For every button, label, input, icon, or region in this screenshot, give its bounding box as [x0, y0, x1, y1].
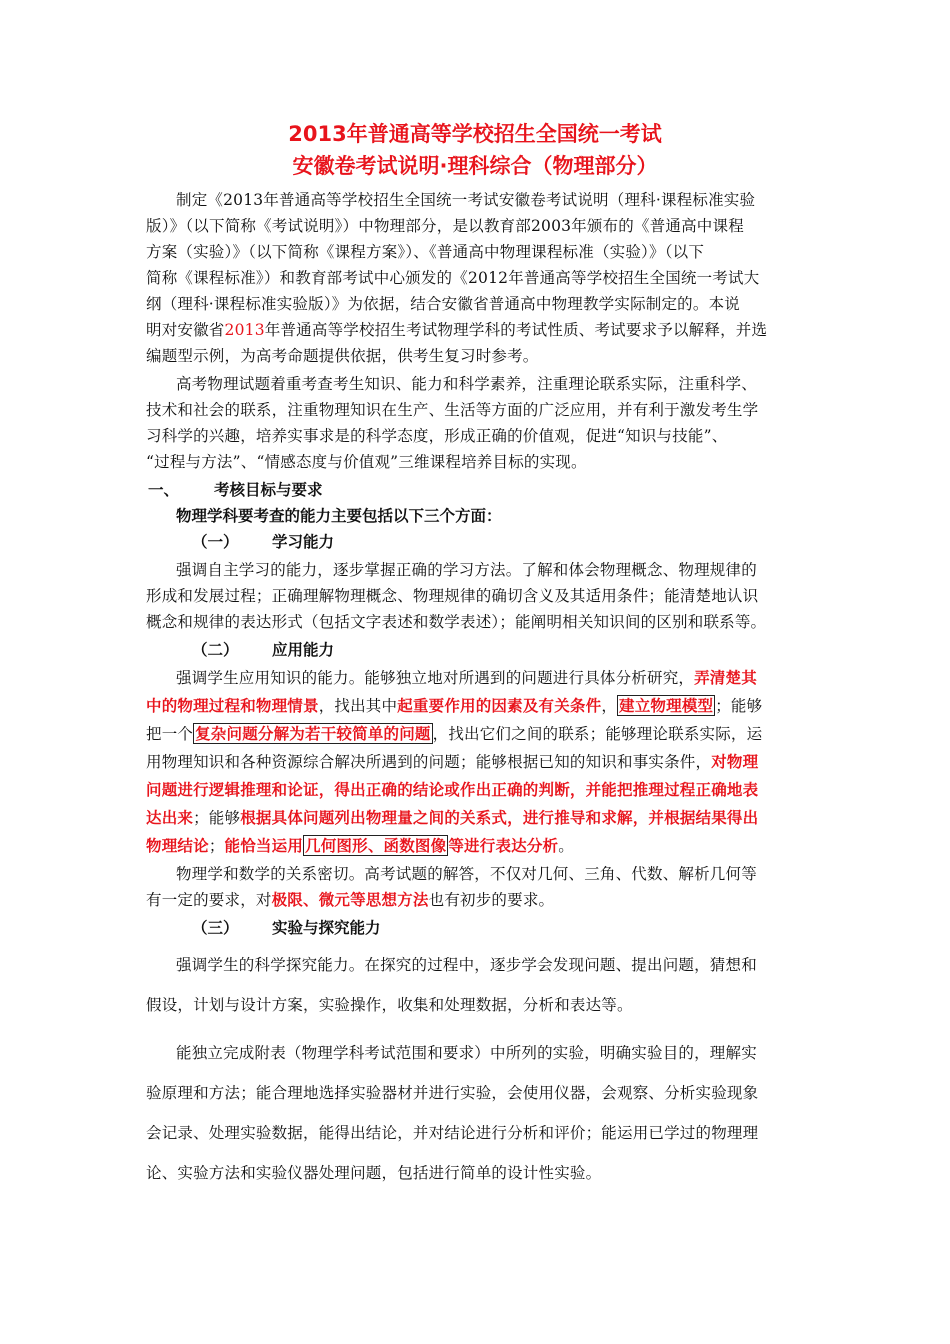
sub2-line-6 [146, 808, 758, 828]
section-1-title: 考核目标与要求 [214, 480, 323, 499]
highlight-text: 对物理 [711, 752, 759, 771]
sub1-line-2: 形成和发展过程；正确理解物理概念、物理规律的确切含义及其适用条件；能清楚地认识 [146, 587, 759, 605]
title-line-1: 2013年普通高等学校招生全国统一考试 [288, 122, 662, 146]
body-text: ，找出它们之间的联系；能够理论联系实际，运 [432, 725, 763, 743]
highlight-text: 物理结论 [146, 836, 209, 855]
body-text: ； [208, 837, 225, 855]
body-text: 有一定的要求，对 [146, 891, 272, 909]
intro-text: 年普通高等学校招生考试物理学科的考试性质、考试要求予以解释，并选 [264, 321, 768, 339]
body-text: ；能够 [715, 697, 763, 715]
body-text: 。 [558, 837, 574, 855]
sub3-line-6: 论、实验方法和实验仪器处理问题，包括进行简单的设计性实验。 [146, 1164, 602, 1182]
boxed-highlight: 建立物理模型 [619, 696, 714, 715]
para2-line-2: 技术和社会的联系，注重物理知识在生产、生活等方面的广泛应用，并有利于激发考生学 [146, 401, 759, 419]
highlight-text: 达出来 [146, 808, 194, 827]
para2-line-1: 高考物理试题着重考查考生知识、能力和科学素养，注重理论联系实际，注重科学、 [176, 375, 757, 393]
highlight-year: 2013 [224, 321, 265, 339]
sub2-math-line-1: 物理学和数学的关系密切。高考试题的解答，不仅对几何、三角、代数、解析几何等 [176, 865, 757, 883]
highlight-text: 等进行表达分析 [448, 836, 559, 855]
intro-line-6 [146, 320, 767, 340]
sub2-line-7 [146, 836, 574, 856]
intro-line-7: 编题型示例，为高考命题提供依据，供考生复习时参考。 [146, 347, 539, 365]
body-text: ，找出其中 [318, 697, 398, 715]
sub2-line-2 [146, 696, 762, 716]
sub3-line-4: 验原理和方法；能合理地选择实验器材并进行实验，会使用仪器，会观察、分析实验现象 [146, 1084, 759, 1102]
title-line-2: 安徽卷考试说明·理科综合（物理部分） [292, 154, 658, 178]
sub2-line-5: 问题进行逻辑推理和论证，得出正确的结论或作出正确的判断，并能把推理过程正确地表 [146, 780, 759, 799]
body-text: 把一个 [146, 725, 194, 743]
boxed-highlight: 几何图形、函数图像 [305, 836, 447, 855]
highlight-text: 弄清楚其 [694, 668, 757, 687]
intro-line-3: 方案（实验）》（以下简称《课程方案》）、《普通高中物理课程标准（实验）》（以下 [146, 243, 705, 261]
para2-line-4: “过程与方法”、“情感态度与价值观”三维课程培养目标的实现。 [146, 453, 587, 471]
intro-line-1: 制定《2013年普通高等学校招生全国统一考试安徽卷考试说明（理科·课程标准实验 [176, 191, 756, 209]
sub2-line-1 [176, 668, 757, 688]
sub-3-number: （三） [192, 918, 239, 937]
para2-line-3: 习科学的兴趣，培养实事求是的科学态度，形成正确的价值观，促进“知识与技能”、 [146, 427, 728, 445]
intro-text: 明对安徽省 [146, 321, 225, 339]
intro-line-2: 版）》（以下简称《考试说明》）中物理部分，是以教育部2003年颁布的《普通高中课程 [146, 217, 744, 235]
body-text: ， [601, 697, 618, 715]
sub2-math-line-2 [146, 890, 554, 910]
body-text: 强调学生应用知识的能力。能够独立地对所遇到的问题进行具体分析研究， [176, 669, 695, 687]
sub-3-title: 实验与探究能力 [272, 918, 381, 937]
highlight-text: 根据具体问题列出物理量之间的关系式，进行推导和求解，并根据结果得出 [240, 808, 759, 827]
highlight-text: 极限、微元等思想方法 [271, 890, 429, 909]
sub-2-title: 应用能力 [272, 640, 335, 659]
sub3-line-2: 假设，计划与设计方案，实验操作，收集和处理数据，分析和表达等。 [146, 996, 633, 1014]
sub1-line-3: 概念和规律的表达形式（包括文字表述和数学表述）；能阐明相关知识间的区别和联系等。 [146, 613, 767, 631]
sub2-line-3 [146, 724, 762, 744]
highlight-text: 中的物理过程和物理情景 [146, 696, 319, 715]
intro-line-4: 简称《课程标准》）和教育部考试中心颁发的《2012年普通高等学校招生全国统一考试大 [146, 269, 760, 287]
sub-1-title: 学习能力 [272, 532, 335, 551]
intro-line-5: 纲（理科·课程标准实验版）》为依据，结合安徽省普通高中物理教学实际制定的。本说 [146, 295, 740, 313]
boxed-highlight: 复杂问题分解为若干较简单的问题 [195, 724, 431, 743]
sub1-line-1: 强调自主学习的能力，逐步掌握正确的学习方法。了解和体会物理概念、物理规律的 [176, 561, 757, 579]
sub-1-number: （一） [192, 532, 239, 551]
body-text: 用物理知识和各种资源综合解决所遇到的问题；能够根据已知的知识和事实条件， [146, 753, 712, 771]
highlight-text: 起重要作用的因素及有关条件 [397, 696, 602, 715]
body-text: 也有初步的要求。 [428, 891, 555, 909]
highlight-text: 能恰当运用 [224, 836, 304, 855]
sub3-line-5: 会记录、处理实验数据，能得出结论，并对结论进行分析和评价；能运用已学过的物理理 [146, 1124, 759, 1142]
section-1-number: 一、 [148, 480, 180, 499]
sub3-line-3: 能独立完成附表（物理学科考试范围和要求）中所列的实验，明确实验目的，理解实 [176, 1044, 757, 1062]
sub2-line-4 [146, 752, 758, 772]
sub-2-number: （二） [192, 640, 239, 659]
ability-intro: 物理学科要考查的能力主要包括以下三个方面： [176, 506, 502, 525]
body-text: ；能够 [193, 809, 241, 827]
sub3-line-1: 强调学生的科学探究能力。在探究的过程中，逐步学会发现问题、提出问题，猜想和 [176, 956, 757, 974]
